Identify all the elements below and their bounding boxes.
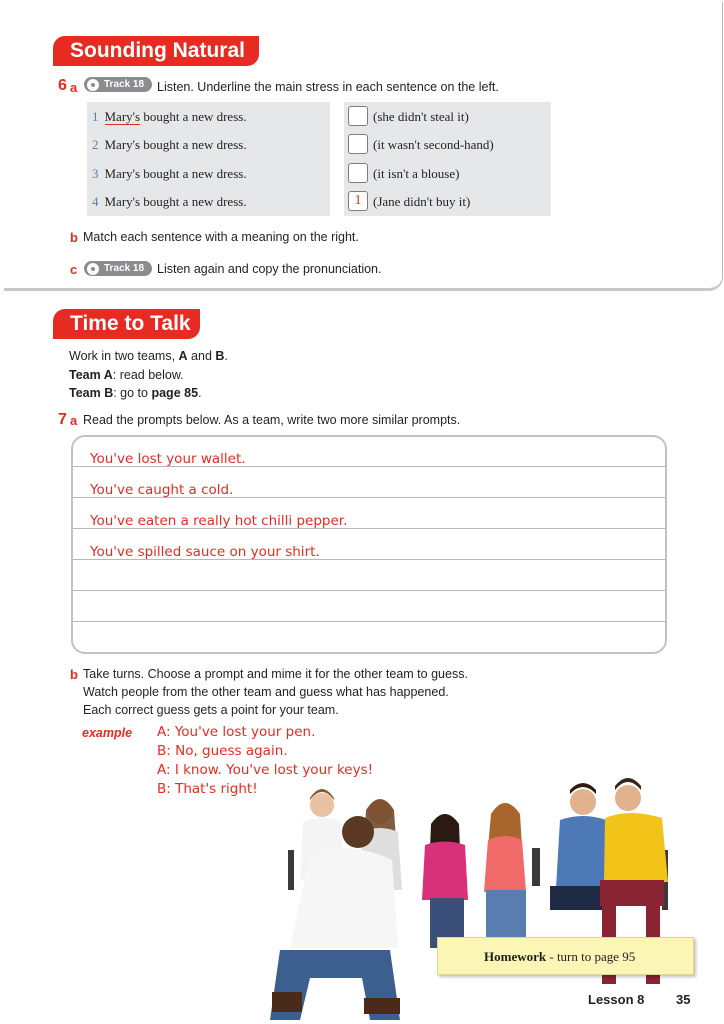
sounding-natural-banner: Sounding Natural [53,36,259,66]
exercise-6b-letter: b [70,230,78,245]
cd-icon [87,79,99,91]
meaning-2: (it wasn't second-hand) [373,137,494,152]
time-to-talk-banner: Time to Talk [53,309,200,339]
track-18-badge[interactable]: Track 18 [84,77,152,92]
example-line-4: B: That's right! [157,781,258,797]
prompt-1: You've lost your wallet. [90,451,246,467]
footer-lesson: Lesson 8 [588,992,645,1007]
example-label: example [82,726,133,740]
answer-box-4[interactable]: 1 [348,191,368,211]
blank-prompt-line-5[interactable] [90,575,650,593]
homework-label: Homework [484,949,547,964]
answer-box-3[interactable] [348,163,368,183]
sentence-3: 3 Mary's bought a new dress. [92,166,247,181]
exercise-6a-letter: a [70,80,78,95]
meaning-3: (it isn't a blouse) [373,166,460,181]
exercise-7a-instruction: Read the prompts below. As a team, write two more similar prompts. [83,413,461,427]
sentence-4: 4 Mary's bought a new dress. [92,194,247,209]
meaning-4: (Jane didn't buy it) [373,194,471,209]
track-18-badge-2[interactable]: Track 18 [84,261,152,276]
page-number: 35 [676,992,691,1007]
intro-line-1: Work in two teams, A and B. [69,349,228,363]
example-line-1: A: You've lost your pen. [157,724,316,740]
exercise-6-number: 6 [58,77,67,94]
exercise-7b-line-3: Each correct guess gets a point for your team. [83,703,339,717]
answer-box-1[interactable] [348,106,368,126]
exercise-6b-instruction: Match each sentence with a meaning on the right. [83,230,359,244]
blank-prompt-line-6[interactable] [90,606,650,624]
group-photo-image [270,770,690,1020]
example-line-3: A: I know. You've lost your keys! [157,762,374,778]
cd-icon [87,263,99,275]
sentence-2: 2 Mary's bought a new dress. [92,137,247,152]
meaning-1: (she didn't steal it) [373,109,469,124]
exercise-7b-letter: b [70,667,78,682]
intro-team-b: Team B: go to page 85. [69,386,202,400]
sentence-1: 1 Mary's bought a new dress. [92,109,247,124]
prompt-2: You've caught a cold. [90,482,234,498]
homework-text: - turn to page 95 [546,949,636,964]
exercise-6c-instruction: Listen again and copy the pronunciation. [157,262,382,276]
exercise-7a-letter: a [70,413,78,428]
prompt-4: You've spilled sauce on your shirt. [90,544,320,560]
intro-team-a: Team A: read below. [69,368,184,382]
stress-underline: Mary's [104,109,141,124]
exercise-6a-instruction: Listen. Underline the main stress in each sentence on the left. [157,80,499,94]
exercise-7b-line-1: Take turns. Choose a prompt and mime it for the other team to guess. [83,667,468,681]
exercise-6c-letter: c [70,262,78,277]
example-line-2: B: No, guess again. [157,743,288,759]
exercise-7-number: 7 [58,411,67,428]
exercise-7b-line-2: Watch people from the other team and guess what has happened. [83,685,449,699]
prompt-3: You've eaten a really hot chilli pepper. [90,513,348,529]
homework-note[interactable] [437,937,694,975]
answer-box-2[interactable] [348,134,368,154]
